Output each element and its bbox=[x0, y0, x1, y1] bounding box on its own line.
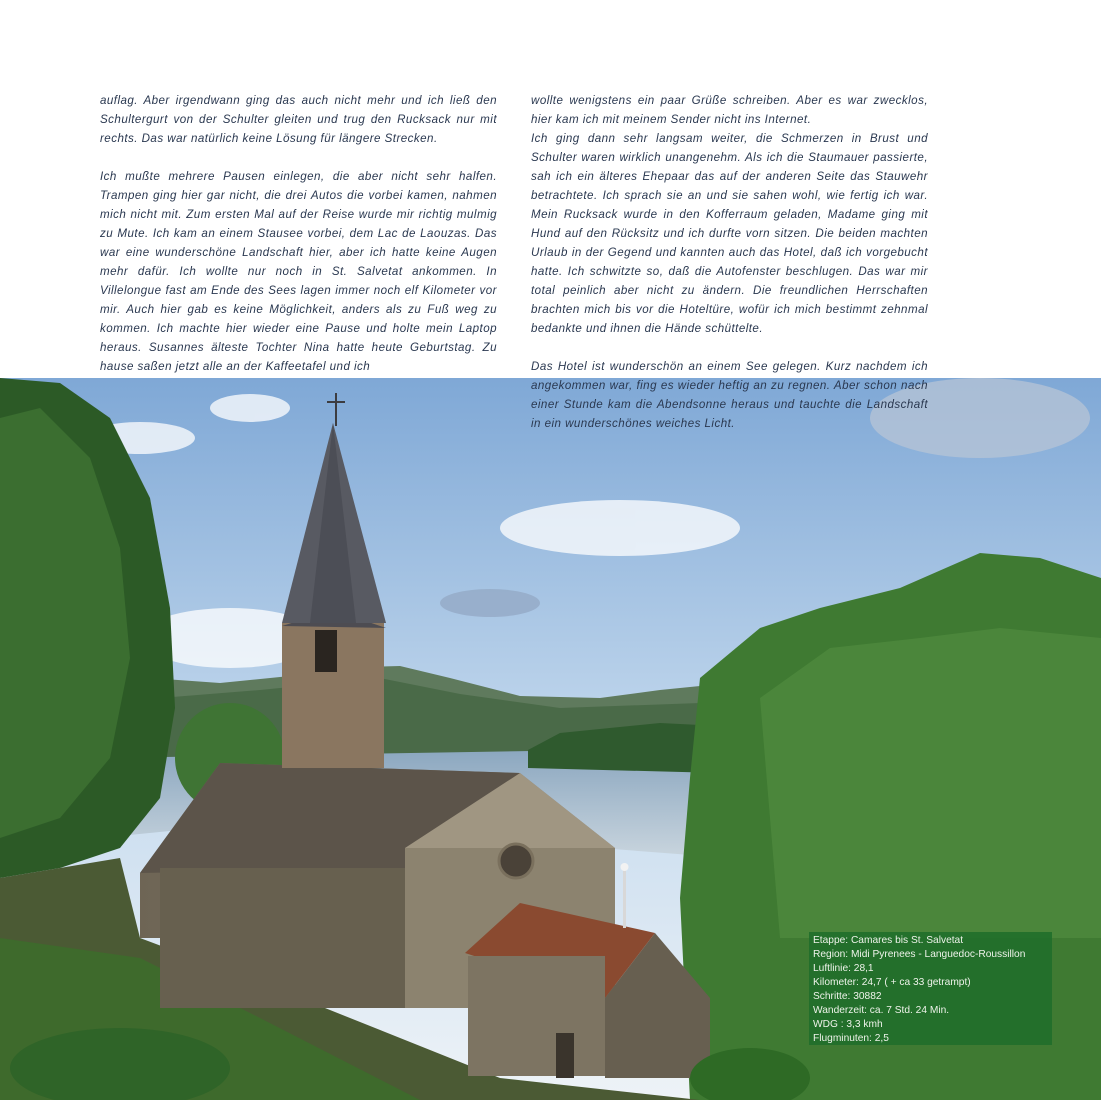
stats-kilometers: Kilometer: 24,7 ( + ca 33 getrampt) bbox=[813, 977, 971, 988]
stats-walking-time: Wanderzeit: ca. 7 Std. 24 Min. bbox=[813, 1005, 950, 1016]
stage-stats-box bbox=[809, 932, 1052, 1045]
text-column-left bbox=[100, 91, 497, 376]
paragraph: Ich mußte mehrere Pausen einlegen, die aber nicht sehr halfen. Trampen ging hier gar nicht, die drei Autos die vorbei kamen, nahmen mich nicht mit. Zum ersten Mal auf der Reise wurde mir richtig mulmig zu Mute. Ich kam an einem Stausee vorbei, dem Lac de Laouzas. Das war eine wunderschöne Landschaft hier, aber ich hatte keine Augen mehr dafür. Ich wollte nur noch in St. Salvetat ankommen. In Villelongue fast am Ende des Sees lagen immer noch elf Kilometer vor mir. Auch hier gab es keine Möglichkeit, anders als zu Fuß weg zu kommen. Ich machte hier wieder eine Pause und holte mein Laptop heraus. Susannes älteste Tochter Nina hatte heute Geburtstag. Zu hause saßen jetzt alle an der Kaffeetafel und ich bbox=[100, 170, 497, 373]
paragraph: Ich ging dann sehr langsam weiter, die Schmerzen in Brust und Schulter waren wirklich unangenehm. Als ich die Staumauer passierte, sah ich ein älteres Ehepaar das auf der anderen Seite das Stauwehr betrachtete. Ich sprach sie an und sie sahen wohl, wie fertig ich war. Mein Rucksack wurde in den Kofferraum geladen, Madame ging mit Hund auf den Rücksitz und ich durfte vorn sitzen. Die beiden machten Urlaub in der Gegend und kannten auch das Hotel, daß ich vorgebucht hatte. Ich schwitzte so, daß die Autofenster beschlugen. Das war mir total peinlich aber nicht zu ändern. Die freundlichen Herrschaften brachten mich bis vor die Hoteltüre, wofür ich mich bestimmt zehnmal bedankte und ihnen die Hände schüttelte. bbox=[531, 132, 928, 335]
stats-flight-minutes: Flugminuten: 2,5 bbox=[813, 1033, 889, 1044]
stats-steps: Schritte: 30882 bbox=[813, 991, 882, 1002]
stats-speed: WDG : 3,3 kmh bbox=[813, 1019, 883, 1030]
stats-stage: Etappe: Camares bis St. Salvetat bbox=[813, 935, 964, 946]
stats-distance-direct: Luftlinie: 28,1 bbox=[813, 963, 874, 974]
text-column-right bbox=[531, 91, 928, 433]
paragraph: wollte wenigstens ein paar Grüße schreiben. Aber es war zwecklos, hier kam ich mit meinem Sender nicht ins Internet. bbox=[531, 94, 928, 126]
paragraph: Das Hotel ist wunderschön an einem See gelegen. Kurz nachdem ich angekommen war, fing es wieder heftig an zu regnen. Aber schon nach einer Stunde kam die Abendsonne heraus und tauchte die Landschaft in ein wunderschönes weiches Licht. bbox=[531, 360, 928, 430]
paragraph: auflag. Aber irgendwann ging das auch nicht mehr und ich ließ den Schultergurt von der Schulter gleiten und trug den Rucksack nur mit rechts. Das war natürlich keine Lösung für längere Strecken. bbox=[100, 94, 497, 145]
stats-region: Region: Midi Pyrenees - Languedoc-Roussillon bbox=[813, 949, 1026, 960]
